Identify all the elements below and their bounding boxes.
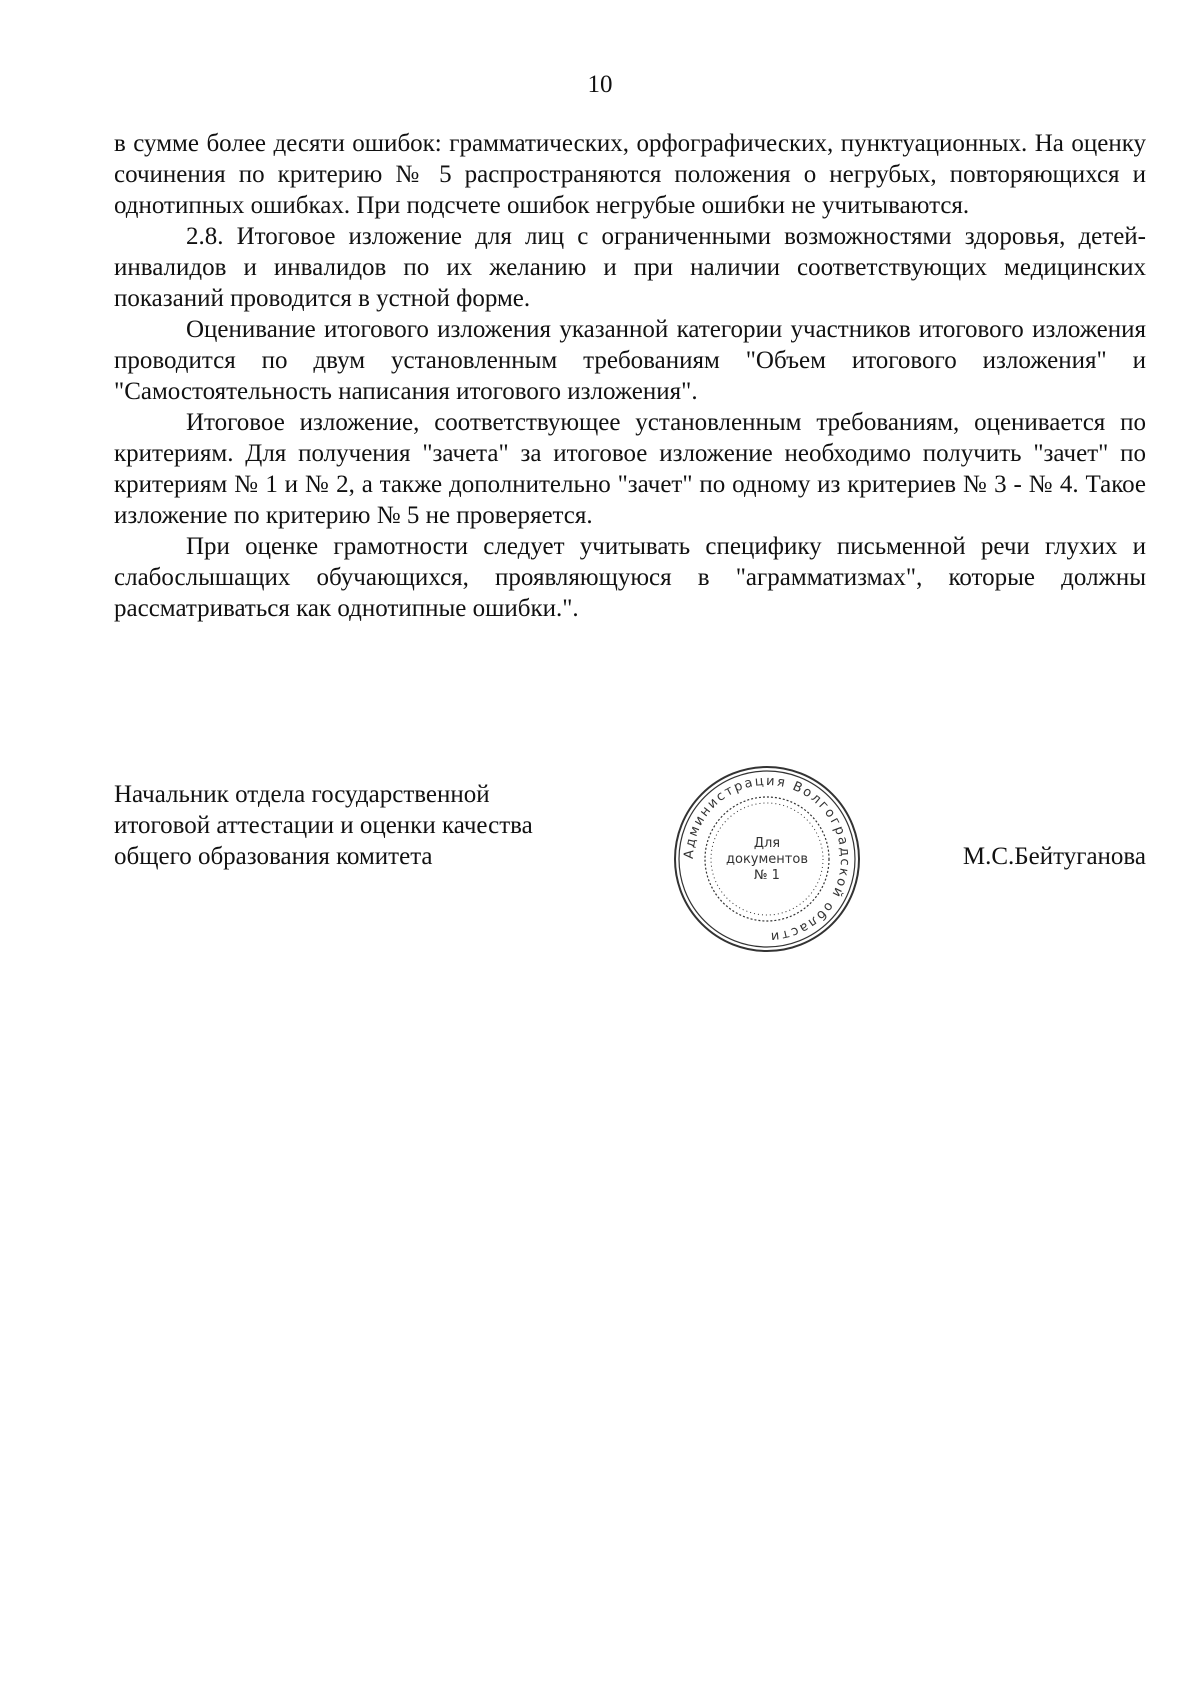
position-line: итоговой аттестации и оценки качества (114, 812, 533, 839)
document-body (114, 128, 1146, 624)
position-line: Начальник отдела государственной (114, 781, 490, 808)
paragraph: Оценивание итогового изложения указанной категории участников итогового изложения проводится по двум установленным требованиям "Объем итогового изложения" и "Самостоятельность написания итогового изложения". (114, 316, 1146, 405)
signatory-position (114, 779, 533, 872)
stamp-seal-graphic (672, 764, 862, 954)
paragraph: в сумме более десяти ошибок: грамматических, орфографических, пунктуационных. На оценку сочинения по критерию № 5 распространяются положения о негрубых, повторяющихся и однотипных ошибках. При подсчете ошибок негрубые ошибки не учитываются. (114, 130, 1146, 219)
position-line: общего образования комитета (114, 843, 433, 870)
stamp-inner-line: Для (753, 836, 781, 851)
page-number: 10 (587, 71, 613, 98)
stamp-outer-text: Администрация Волгоградской области (681, 773, 853, 945)
stamp-inner-line: документов (726, 852, 808, 867)
paragraph: 2.8. Итоговое изложение для лиц с ограниченными возможностями здоровья, детей-инвалидов и инвалидов по их желанию и при наличии соответствующих медицинских показаний проводится в устной форме. (114, 223, 1146, 312)
paragraph: При оценке грамотности следует учитывать специфику письменной речи глухих и слабослышащих обучающихся, проявляющуюся в "аграмматизмах", которые должны рассматриваться как однотипные ошибки.". (114, 533, 1146, 622)
signatory-name: М.С.Бейтуганова (962, 843, 1146, 870)
stamp-inner-line: № 1 (754, 868, 780, 883)
official-stamp (672, 764, 862, 954)
paragraph: Итоговое изложение, соответствующее установленным требованиям, оценивается по критериям. Для получения "зачета" за итоговое изложение необходимо получить "зачет" по критериям № 1 и № 2, а также дополнительно "зачет" по одному из критериев № 3 - № 4. Такое изложение по критерию № 5 не проверяется. (114, 409, 1146, 529)
